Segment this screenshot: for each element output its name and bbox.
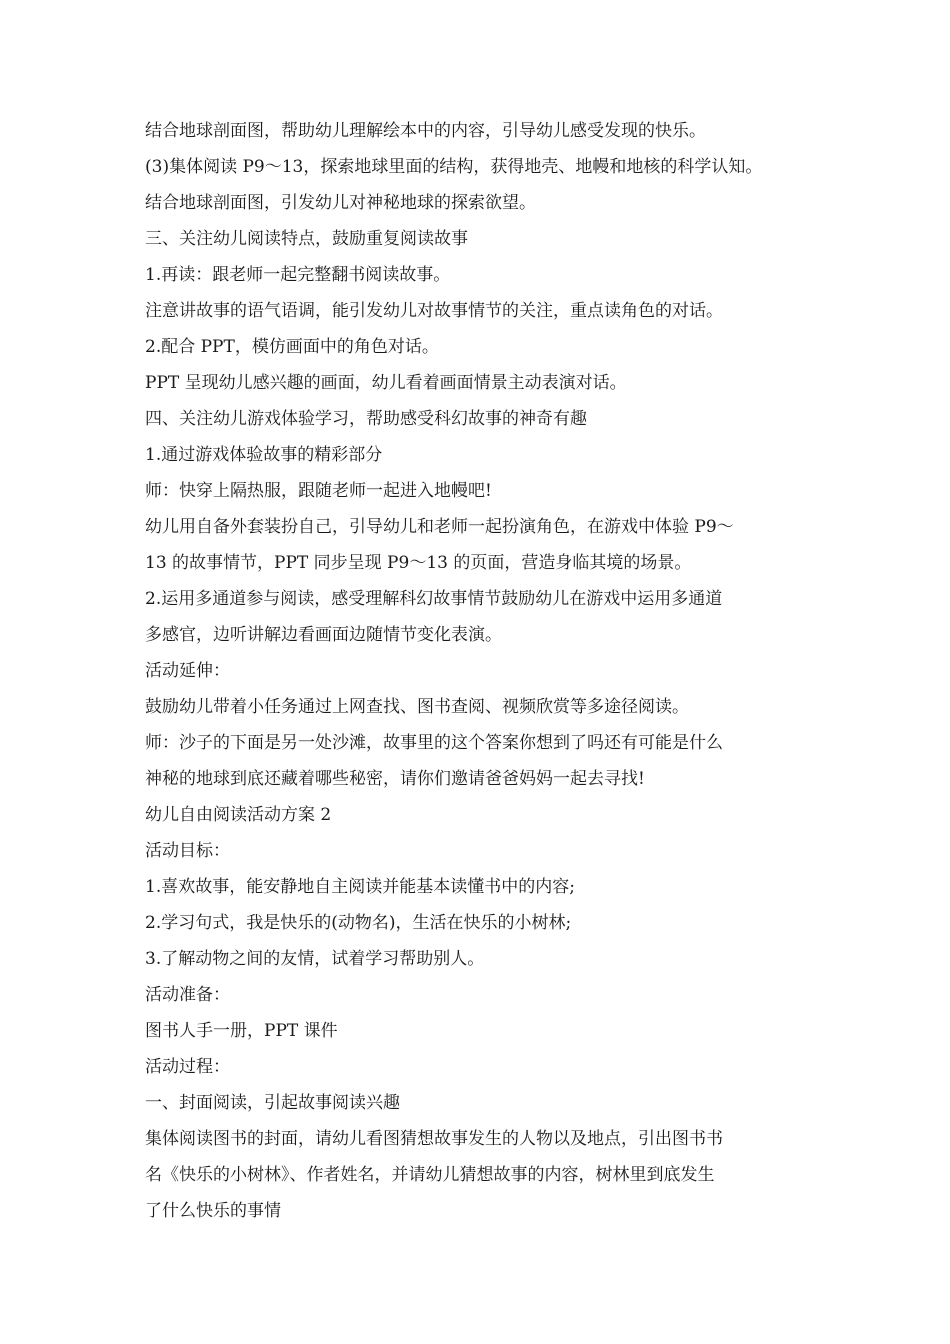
section-heading: 四、关注幼儿游戏体验学习，帮助感受科幻故事的神奇有趣	[145, 409, 587, 429]
text-line: 1.喜欢故事，能安静地自主阅读并能基本读懂书中的内容;	[145, 877, 575, 897]
text-line: 结合地球剖面图，帮助幼儿理解绘本中的内容，引导幼儿感受发现的快乐。	[145, 121, 706, 141]
section-heading: 活动延伸：	[145, 661, 230, 681]
text-line: 13 的故事情节，PPT 同步呈现 P9～13 的页面，营造身临其境的场景。	[145, 553, 692, 573]
section-heading: 一、封面阅读，引起故事阅读兴趣	[145, 1093, 400, 1113]
text-line: 1.再读：跟老师一起完整翻书阅读故事。	[145, 265, 451, 285]
text-line: PPT 呈现幼儿感兴趣的画面，幼儿看着画面情景主动表演对话。	[145, 373, 627, 393]
text-line: 3.了解动物之间的友情，试着学习帮助别人。	[145, 949, 485, 969]
text-line: 师：快穿上隔热服，跟随老师一起进入地幔吧!	[145, 481, 492, 501]
text-line: 集体阅读图书的封面，请幼儿看图猜想故事发生的人物以及地点，引出图书书	[145, 1129, 723, 1149]
text-line: 师：沙子的下面是另一处沙滩，故事里的这个答案你想到了吗还有可能是什么	[145, 733, 723, 753]
text-line: (3)集体阅读 P9～13，探索地球里面的结构，获得地壳、地幔和地核的科学认知。	[145, 157, 763, 177]
document-title: 幼儿自由阅读活动方案 2	[145, 805, 332, 825]
text-line: 多感官，边听讲解边看画面边随情节变化表演。	[145, 625, 502, 645]
section-heading: 三、关注幼儿阅读特点，鼓励重复阅读故事	[145, 229, 468, 249]
text-line: 2.配合 PPT，模仿画面中的角色对话。	[145, 337, 439, 357]
section-heading: 活动过程：	[145, 1057, 230, 1077]
text-line: 1.通过游戏体验故事的精彩部分	[145, 445, 383, 465]
text-line: 注意讲故事的语气语调，能引发幼儿对故事情节的关注，重点读角色的对话。	[145, 301, 723, 321]
text-line: 2.运用多通道参与阅读，感受理解科幻故事情节鼓励幼儿在游戏中运用多通道	[145, 589, 723, 609]
document-body	[145, 122, 835, 1238]
text-line: 神秘的地球到底还藏着哪些秘密，请你们邀请爸爸妈妈一起去寻找!	[145, 769, 645, 789]
text-line: 结合地球剖面图，引发幼儿对神秘地球的探索欲望。	[145, 193, 536, 213]
text-line: 2.学习句式，我是快乐的(动物名)，生活在快乐的小树林;	[145, 913, 572, 933]
text-line: 幼儿用自备外套装扮自己，引导幼儿和老师一起扮演角色，在游戏中体验 P9～	[145, 517, 734, 537]
text-line: 了什么快乐的事情	[145, 1201, 281, 1221]
text-line: 图书人手一册，PPT 课件	[145, 1021, 338, 1041]
text-line: 鼓励幼儿带着小任务通过上网查找、图书查阅、视频欣赏等多途径阅读。	[145, 697, 689, 717]
text-line: 名《快乐的小树林》、作者姓名，并请幼儿猜想故事的内容，树林里到底发生	[145, 1165, 715, 1185]
section-heading: 活动目标：	[145, 841, 230, 861]
section-heading: 活动准备：	[145, 985, 230, 1005]
